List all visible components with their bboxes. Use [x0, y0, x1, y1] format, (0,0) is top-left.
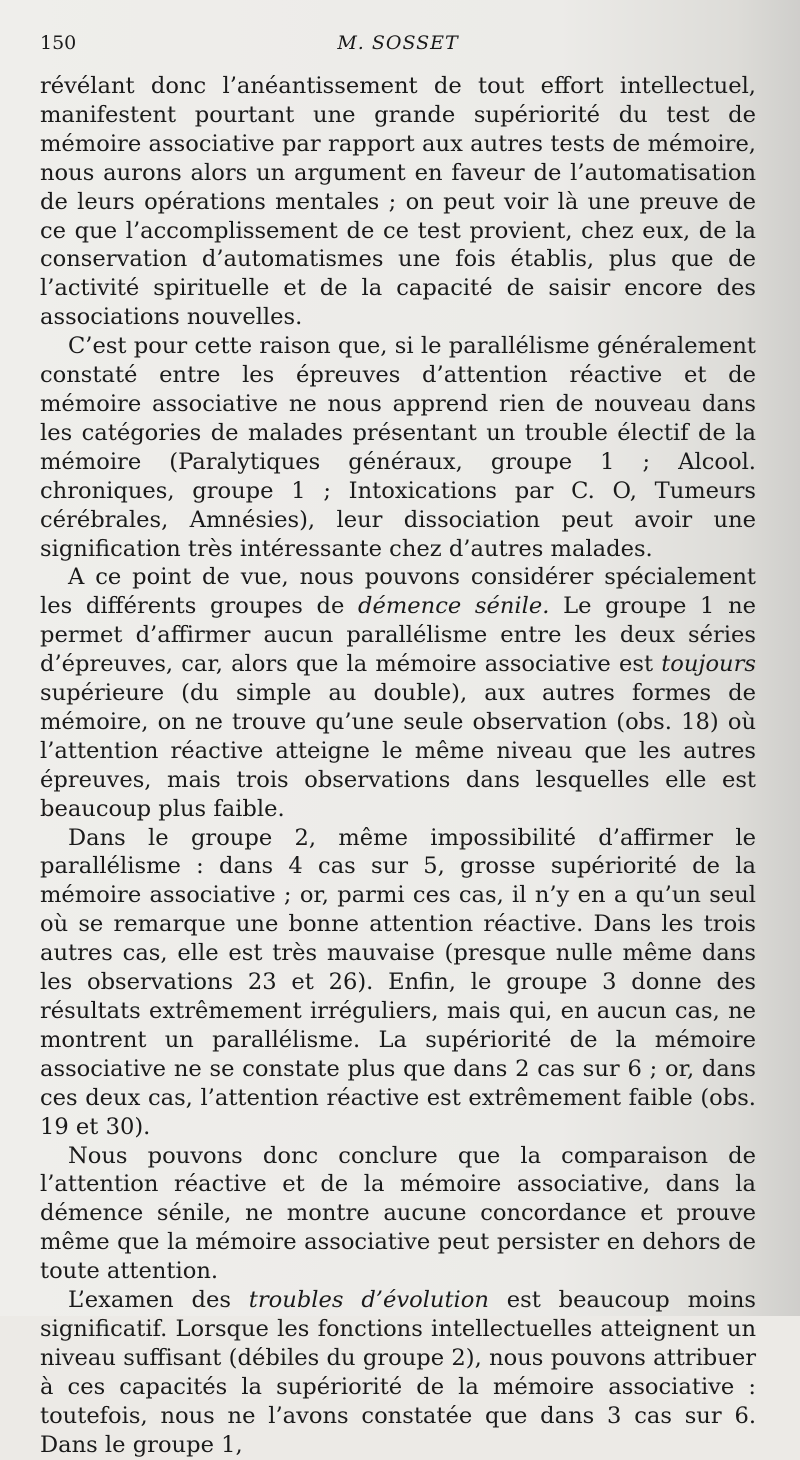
emphasis-demence-senile: démence sénile.	[358, 593, 550, 620]
page-header	[40, 26, 756, 66]
paragraph-5: Nous pouvons donc conclure que la comparaison de l’attention réactive et de la mémoire associative, dans la démence sénile, ne montre aucune concordance et prouve même que la mémoire associative peut persister en dehors de toute attention.	[40, 1142, 756, 1285]
body-text	[40, 72, 756, 1460]
page-number: 150	[40, 32, 77, 54]
paragraph-3-part-1: A ce point de vue, nous pouvons considérer spécialement les différents groupes de	[40, 564, 756, 620]
paragraph-6	[40, 1286, 756, 1459]
paragraph-6-part-1: L’examen des	[68, 1287, 249, 1314]
paragraph-6-part-2: est beaucoup moins significatif. Lorsque les fonctions intellectuelles atteignent un niveau suffisant (débiles du groupe 2), nous pouvons attribuer à ces capacités la supériorité de la mémoire associative : toutefois, nous ne l’avons constatée que dans 3 cas sur 6. Dans le groupe 1,	[40, 1287, 756, 1458]
paragraph-2: C’est pour cette raison que, si le parallélisme généralement constaté entre les épreuves d’attention réactive et de mémoire associative ne nous apprend rien de nouveau dans les catégories de malades présentant un trouble électif de la mémoire (Paralytiques généraux, groupe 1 ; Alcool. chroniques, groupe 1 ; Intoxications par C. O, Tumeurs cérébrales, Amnésies), leur dissociation peut avoir une signification très intéressante chez d’autres malades.	[40, 333, 756, 562]
emphasis-troubles-evolution: troubles d’évolution	[248, 1287, 489, 1314]
running-head: M. SOSSET	[337, 32, 459, 54]
paragraph-3-part-2: Le groupe 1 ne permet d’affirmer aucun parallélisme entre les deux séries d’épreuves, car, alors que la mémoire associative est	[40, 593, 756, 678]
paragraph-4: Dans le groupe 2, même impossibilité d’affirmer le parallélisme : dans 4 cas sur 5, grosse supériorité de la mémoire associative ; or, parmi ces cas, il n’y en a qu’un seul où se remarque une bonne attention réactive. Dans les trois autres cas, elle est très mauvaise (presque nulle même dans les observations 23 et 26). Enfin, le groupe 3 donne des résultats extrêmement irréguliers, mais qui, en aucun cas, ne montrent un parallélisme. La supériorité de la mémoire associative ne se constate plus que dans 2 cas sur 6 ; or, dans ces deux cas, l’attention réactive est extrêmement faible (obs. 19 et 30).	[40, 824, 756, 1140]
emphasis-toujours: toujours	[661, 651, 756, 678]
paragraph-3	[40, 563, 756, 823]
paragraph-3-part-3: supérieure (du simple au double), aux autres formes de mémoire, on ne trouve qu’une seule observation (obs. 18) où l’attention réactive atteigne le même niveau que les autres épreuves, mais trois observations dans lesquelles elle est beaucoup plus faible.	[40, 680, 756, 822]
paragraph-1: révélant donc l’anéantissement de tout effort intellectuel, manifestent pourtant une grande supériorité du test de mémoire associative par rapport aux autres tests de mémoire, nous aurons alors un argument en faveur de l’automatisation de leurs opérations mentales ; on peut voir là une preuve de ce que l’accomplissement de ce test provient, chez eux, de la conservation d’automatismes une fois établis, plus que de l’activité spirituelle et de la capacité de saisir encore des associations nouvelles.	[40, 73, 756, 331]
